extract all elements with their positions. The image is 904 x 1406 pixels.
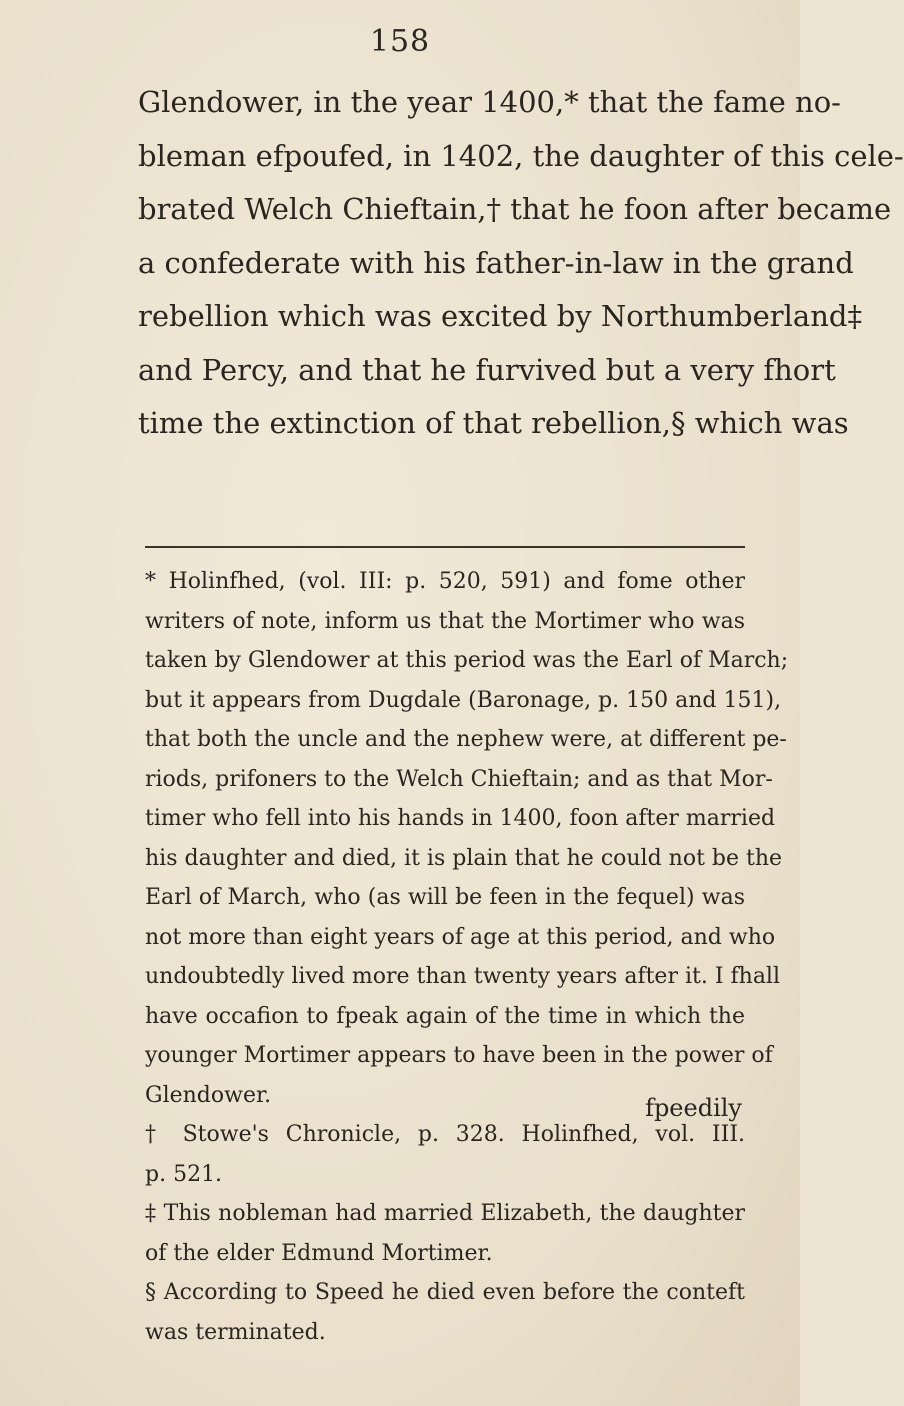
- footnote-line: of the elder Edmund Mortimer.: [145, 1240, 493, 1266]
- footnote-line: but it appears from Dugdale (Baronage, p. 150 and 151),: [145, 687, 782, 713]
- footnote-line: Glendower.: [145, 1082, 272, 1108]
- footnote-line: undoubtedly lived more than twenty years after it. I fhall: [145, 964, 781, 989]
- footnote-line: Earl of March, who (as will be feen in the fequel) was: [145, 885, 745, 910]
- body-line: brated Welch Chieftain,† that he foon after became: [138, 192, 892, 226]
- footnote-line: that both the uncle and the nephew were, at different pe-: [145, 727, 787, 752]
- footnote-line: § According to Speed he died even before the conteft: [145, 1280, 745, 1305]
- footnote-line: taken by Glendower at this period was the Earl of March;: [145, 648, 789, 673]
- main-text: [138, 76, 904, 451]
- footnote-line: younger Mortimer appears to have been in the power of: [145, 1043, 773, 1068]
- catchword: fpeedily: [645, 1094, 742, 1122]
- body-line: rebellion which was excited by Northumberland‡: [138, 299, 862, 333]
- body-line: and Percy, and that he furvived but a very fhort: [138, 352, 836, 387]
- footnote-line: † Stowe's Chronicle, p. 328. Holinfhed, vol. III.: [145, 1122, 745, 1147]
- body-line: time the extinction of that rebellion,§ which was: [138, 406, 849, 440]
- body-line: a confederate with his father-in-law in the grand: [138, 245, 854, 280]
- footnote-line: writers of note, inform us that the Mortimer who was: [145, 608, 745, 634]
- footnote-line: have occafion to fpeak again of the time in which the: [145, 1003, 745, 1029]
- footnote-line: timer who fell into his hands in 1400, foon after married: [145, 806, 776, 831]
- footnote-line: was terminated.: [145, 1319, 326, 1345]
- body-line: Glendower, in the year 1400,* that the fame no-: [138, 85, 841, 119]
- page-number: 158: [369, 24, 431, 59]
- footnote-line: his daughter and died, it is plain that he could not be the: [145, 845, 783, 871]
- footnote-line: ‡ This nobleman had married Elizabeth, the daughter: [145, 1201, 745, 1226]
- footnotes: [145, 562, 789, 1352]
- body-line: bleman efpoufed, in 1402, the daughter of this cele-: [138, 138, 904, 173]
- footnote-line: not more than eight years of age at this period, and who: [145, 924, 776, 950]
- footnote-line: * Holinfhed, (vol. III: p. 520, 591) and fome other: [145, 569, 745, 594]
- footnote-line: p. 521.: [145, 1161, 223, 1187]
- footnote-line: riods, prifoners to the Welch Chieftain; and as that Mor-: [145, 766, 773, 792]
- footnote-divider: [145, 546, 745, 548]
